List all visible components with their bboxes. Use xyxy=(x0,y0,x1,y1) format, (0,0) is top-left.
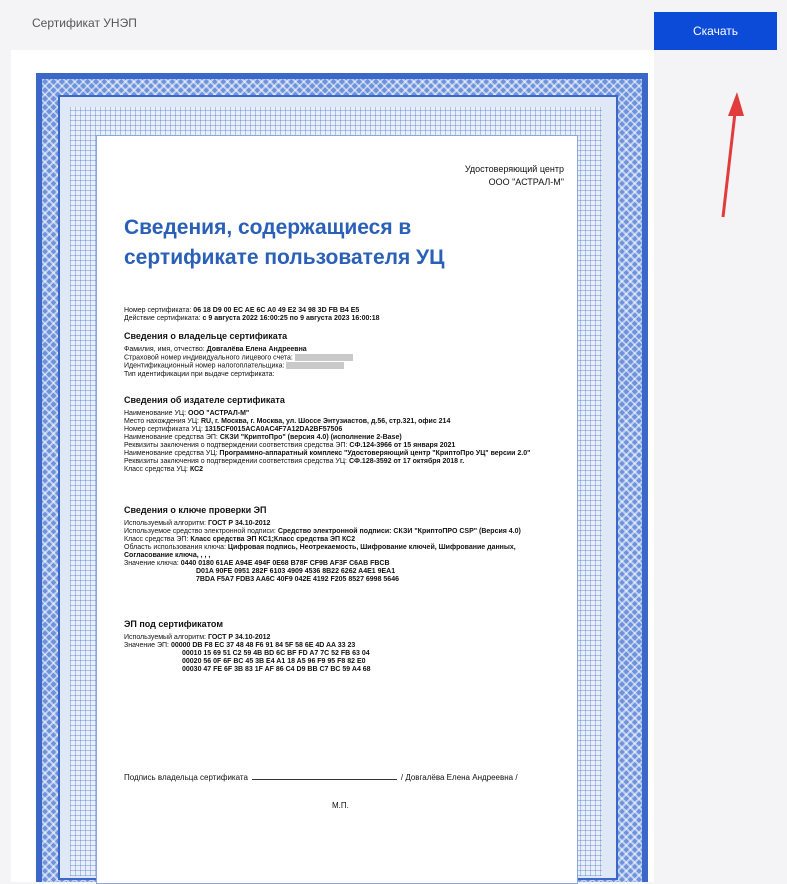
stamp-place: М.П. xyxy=(332,801,349,810)
issuer-block: Удостоверяющий центр ООО "АСТРАЛ-М" xyxy=(464,164,564,187)
signature-section: ЭП под сертификатом Используемый алгоритм: ГОСТ Р 34.10-2012 Значение ЭП: 00000 DB F8 EC 37 48 48 F6 91 84 5F 58 6E 4D AA 33 23 00010 15 69 51 C2 59 4B BD 6C BF FD A7 7C 52 FB 63 04 00020 56 0F 6F BC 45 3B E4 A1 18 A5 96 F9 95 F8 82 E0 00030 47 FE 6F 3B 83 1F AF 86 C4 D9 BB C7 BC 59 A4 68 xyxy=(124,619,371,673)
download-button[interactable]: Скачать xyxy=(654,12,777,50)
certificate-heading: Сведения, содержащиеся в сертификате пользователя УЦ xyxy=(124,216,445,269)
issuer-section: Сведения об издателе сертификата Наименование УЦ: ООО "АСТРАЛ-М" Место нахождения УЦ: RU, г. Москва, г. Москва, ул. Шоссе Энтузиастов, д.56, стр.321, офис 214 Номер сертификата УЦ: 1315CF0015ACA0AC4F7A12DA2BF57506 Наименование средства ЭП: СКЗИ "КриптоПро" (версия 4.0) (исполнение 2-Base) Реквизиты заключения о подтверждении соответствия средства ЭП: СФ.124-3966 от 15 января 2021 Наименование средства УЦ: Программно-аппаратный комплекс "Удостоверяющий центр "КриптоПро УЦ" версии 2.0" Реквизиты заключения о подтверждении соответствия средства УЦ: СФ.128-3592 от 17 октября 2018 г. Класс средства УЦ: КС2 xyxy=(124,395,531,473)
redacted-field xyxy=(286,362,344,369)
document-viewer[interactable] xyxy=(11,50,654,882)
key-section: Сведения о ключе проверки ЭП Используемый алгоритм: ГОСТ Р 34.10-2012 Используемое средство электронной подписи: Средство электронной подписи: СКЗИ "КриптоПРО CSP" (Версия 4.0) Класс средства ЭП: Класс средства ЭП КС1;Класс средства ЭП КС2 Область использования ключа: Цифровая подпись, Неотрекаемость, Шифрование ключей, Шифрование данных, Согласование ключа, , , , Значение ключа: 0440 0180 61AE A94E 494F 0E68 B78F CF9B AF3F C6AB FBCB D01A 90FE 0951 282F 6103 4909 4536 8B22 6262 A4E1 9EA1 7BDA F5A7 FDB3 AA6C 40F9 042E 4192 F205 8527 6998 5646 xyxy=(124,505,521,583)
owner-signature-line: Подпись владельца сертификата / Довгалёва Елена Андреевна / xyxy=(124,773,518,782)
owner-section: Сведения о владельце сертификата Фамилия, имя, отчество: Довгалёва Елена Андреевна Страховой номер индивидуального лицевого счета: Идентификационный номер налогоплательщика: Тип идентификации при выдаче сертификата: xyxy=(124,331,564,379)
certificate-meta: Номер сертификата: 06 18 D9 00 EC AE 6C A0 49 E2 34 98 3D FB B4 E5 Действие сертификата: с 9 августа 2022 16:00:25 по 9 августа 2023 16:00:18 xyxy=(124,307,380,322)
pointer-arrow-icon xyxy=(680,80,760,230)
certificate-page xyxy=(36,73,648,882)
page-title: Сертификат УНЭП xyxy=(32,16,137,30)
redacted-field xyxy=(295,354,353,361)
top-bar xyxy=(0,0,787,50)
